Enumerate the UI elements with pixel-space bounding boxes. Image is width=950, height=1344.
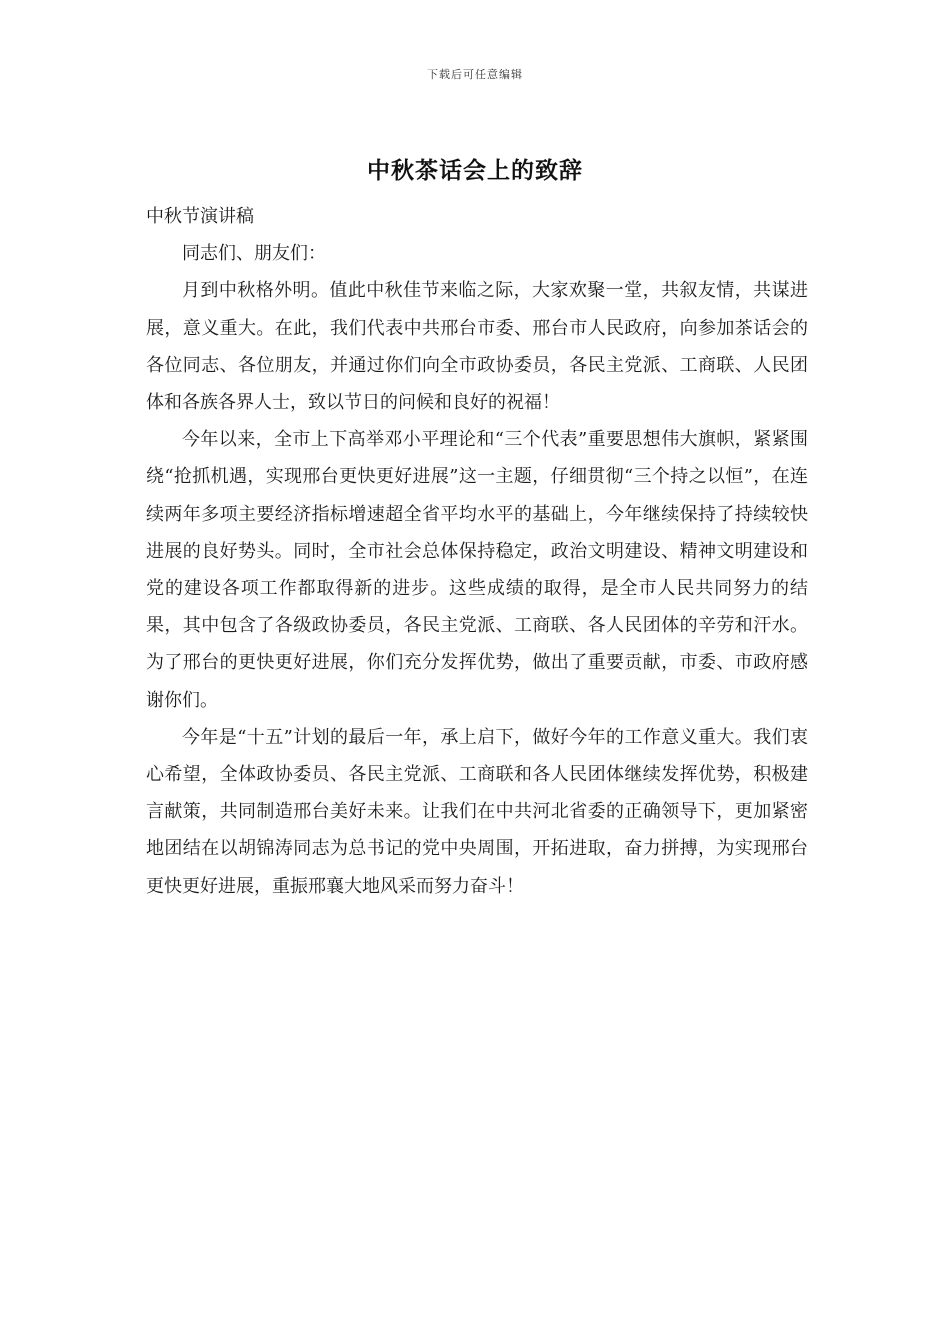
document-body bbox=[146, 198, 808, 905]
paragraph-3: 今年是“十五”计划的最后一年，承上启下，做好今年的工作意义重大。我们衷心希望，全体政协委员、各民主党派、工商联和各人民团体继续发挥优势，积极建言献策，共同制造邢台美好未来。让我们在中共河北省委的正确领导下，更加紧密地团结在以胡锦涛同志为总书记的党中央周围，开拓进取，奋力拼搏，为实现邢台更快更好进展，重振邢襄大地风采而努力奋斗！ bbox=[146, 726, 808, 897]
document-subtitle: 中秋节演讲稿 bbox=[146, 206, 254, 227]
document-title: 中秋茶话会上的致辞 bbox=[367, 158, 583, 184]
paragraph-1: 月到中秋格外明。值此中秋佳节来临之际，大家欢聚一堂，共叙友情，共谋进展，意义重大。在此，我们代表中共邢台市委、邢台市人民政府，向参加茶话会的各位同志、各位朋友，并通过你们向全市政协委员，各民主党派、工商联、人民团体和各族各界人士，致以节日的问候和良好的祝福！ bbox=[146, 280, 808, 414]
header-note: 下载后可任意编辑 bbox=[427, 68, 523, 81]
salutation: 同志们、朋友们： bbox=[182, 243, 326, 265]
paragraph-2: 今年以来，全市上下高举邓小平理论和“三个代表”重要思想伟大旗帜，紧紧围绕“抢抓机遇，实现邢台更快更好进展”这一主题，仔细贯彻“三个持之以恒”，在连续两年多项主要经济指标增速超全省平均水平的基础上，今年继续保持了持续较快进展的良好势头。同时，全市社会总体保持稳定，政治文明建设、精神文明建设和党的建设各项工作都取得新的进步。这些成绩的取得，是全市人民共同努力的结果，其中包含了各级政协委员，各民主党派、工商联、各人民团体的辛劳和汗水。为了邢台的更快更好进展，你们充分发挥优势，做出了重要贡献，市委、市政府感谢你们。 bbox=[146, 429, 808, 711]
